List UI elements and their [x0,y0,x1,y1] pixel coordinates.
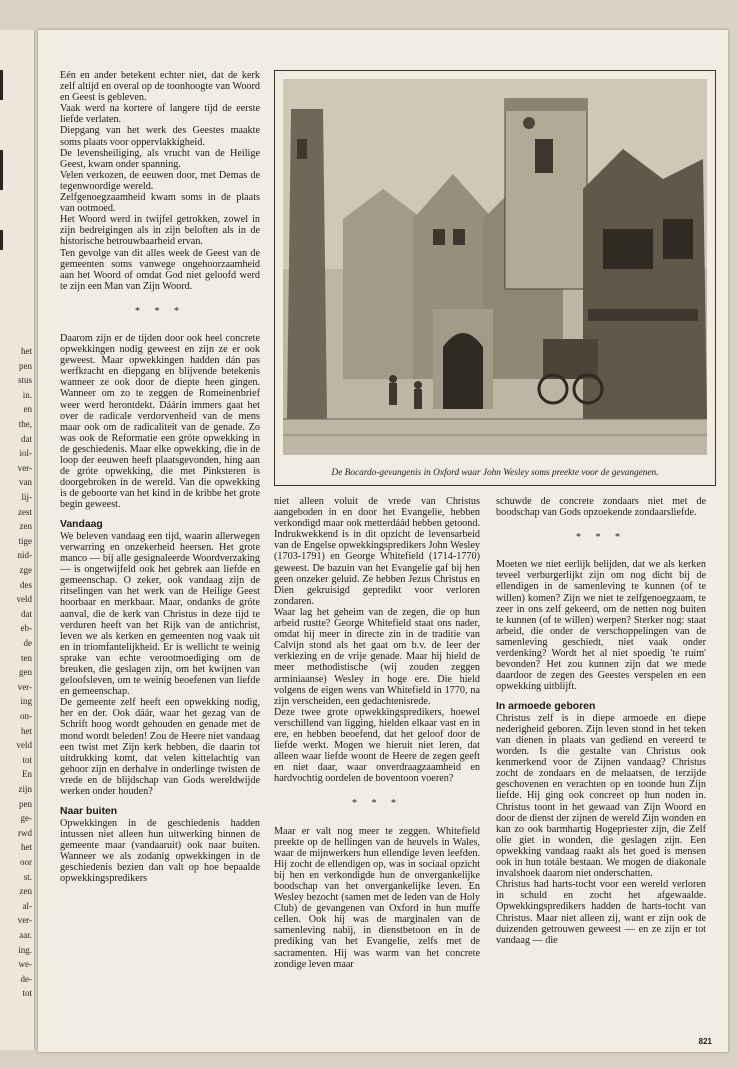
previous-page-text-fragment: dat [21,433,32,444]
paragraph: De gemeente zelf heeft een opwekking nodig, her en der. Ook dáár, waar het gezag van de Schrift hoog wordt gehouden en genade met de mond wordt beleden! Zou de Heere niet vandaag een twist met Zijn kerk hebben, die daarin tot uitdrukking komt, dat velen kittelachtig van gehoor zijn en derhalve in onderlinge twisten de vrede en de blijdschap van Gods wereldwijde werken onder houden? [60,697,260,798]
paragraph: schuwde de concrete zondaars niet met de boodschap van Gods opzoekende zondaarsliefde. [496,496,706,519]
paragraph: Ten gevolge van dit alles week de Geest van de gemeenten soms vanwege ongehoorzaamheid aan het Woord of omdat God niet geloofd werd te zijn een Man van Zijn Woord. [60,247,260,292]
previous-page-text-fragment: gen [19,667,32,678]
section-heading-vandaag: Vandaag [60,519,103,531]
previous-page-text-fragment: nid- [17,550,32,561]
previous-page-text-fragment: in. [22,389,32,400]
paragraph: Diepgang van het werk des Geestes maakte soms plaats voor oppervlakkigheid. [60,125,260,148]
previous-page-text-fragment: ver- [17,462,32,473]
previous-page-text-fragment: pen [19,798,32,809]
previous-page-rule [0,230,3,250]
bocardo-prison-engraving [283,79,707,455]
previous-page-text-fragment: ge- [20,813,32,824]
paragraph: We beleven vandaag een tijd, waarin allerwegen verwarring en onzekerheid heersen. Het grote manco — bij alle gesignaleerde Woordverzaking — is ongetwijfeld ook het gebrek aan liefde en gemeenschap. O zeker, ook vandaag zijn de ritselingen van het werk van de Heilige Geest hoorbaar en merkbaar. Maar, ondanks de gróte aanval, die de kerk van Christus in deze tijd te verduren heeft van het Rijk van de antichrist, leven we als kerken en gemeenten nog vaak uit en in triomfantelijkheid. Er is wellicht te weinig sprake van echte verootmoediging om de breuken, die geslagen zijn, om het kwijnen van geloofsleven, om te weinig beoefenen van liefde en gemeenschap. [60,530,260,698]
previous-page-text-fragment: rwd [18,827,32,838]
paragraph: Vaak werd na kortere of langere tijd de eerste liefde verlaten. [60,103,260,126]
previous-page-text-fragment: zest [18,506,32,517]
previous-page-text-fragment: eb- [20,623,32,634]
previous-page-text-fragment: tot [22,988,32,999]
previous-page-rule [0,70,3,100]
paragraph: Eén en ander betekent echter niet, dat de kerk zelf altijd en overal op de toonhoogte van Woord en Geest is gebleven. [60,70,260,104]
previous-page-text-fragment: oor [20,857,32,867]
previous-page-text-fragment: het [21,842,32,853]
previous-page-text-fragment: aar. [19,930,32,940]
previous-page-text-fragment: tot [22,754,32,765]
previous-page-text-fragment: ten [21,652,32,663]
previous-page-text-fragment: stus [17,375,32,386]
previous-page-text-fragment: we- [18,959,32,970]
section-separator: * * * [576,532,626,544]
column-middle [274,496,480,970]
previous-page-text-fragment: ver- [17,915,32,926]
previous-page-text-fragment: the, [18,419,32,429]
previous-page-text-fragment: iol- [19,448,32,459]
previous-page-rule [0,150,3,190]
page-number: 821 [698,1037,712,1046]
previous-page-edge [0,30,35,1050]
paragraph: Opwekkingen in de geschiedenis hadden intussen niet alleen hun uitwerking binnen de gemeente maar (vandaaruit) ook naar buiten. Wanneer we als zodanig opwekkingen in de geschiedenis bezien dan valt op hoe bepaalde opwekkingspredikers [60,817,260,884]
previous-page-text-fragment: ing [20,696,32,707]
previous-page-text-fragment: st. [23,871,32,882]
magazine-page [38,30,728,1052]
section-heading-in-armoede-geboren: In armoede geboren [496,701,596,713]
paragraph: Deze twee grote opwekkingspredikers, hoewel verschillend van ligging, hielden elkaar vast en in ere, en hebben beoefend, dat het geloof door de liefde werkt. Mogen we hieruit niet leren, dat alleen waar liefde woont de Heere de zegen geeft en niet daar, waar onverdraagzaamheid en hardvochtig oordelen de boventoon voeren? [274,706,480,785]
figure [274,70,716,486]
previous-page-text-fragment: het [21,725,32,736]
previous-page-text-fragment: al- [22,900,32,911]
previous-page-text-fragment: zijn [18,784,32,794]
paragraph: Daarom zijn er de tijden door ook heel concrete opwekkingen nodig geweest en zijn ze er ook geweest. Maar opwekkingen hadden dán pas werfkracht en diepgang en blijvende betekenis wanneer ze ook door de diepte heen gingen. Wanneer om zo te zeggen de Romeinenbrief weer werd herontdekt. Dáárin immers gaat het over de radicale verdorvenheid van de mens maar ook om de radicaliteit van de genade. Zo was ook de Reformatie een gróte opwekking in de geschiedenis. Maar elke opwekking, die in de loop der eeuwen heeft plaatsgevonden, hing aan de gróte opwekking, die met Pinksteren is doorgebroken in de wereld. Van die opwekking is de geboorte van het kind in de kribbe het grote begin geweest. [60,332,260,511]
paragraph: Waar lag het geheim van de zegen, die op hun arbeid rustte? George Whitefield staat ons nader, omdat hij meer in directe zin in de traditie van Calvijn stond als het gaat om b.v. de leer der verkiezing en de vrije genade. Maar hij hield de meer methodistische (wij zouden zeggen arminiaanse) Wesley in hoge ere. Die hield volgens de eigen wens van Whitefield in 1770, na zijn verscheiden, een gedachtenisrede. [274,606,480,707]
paragraph: De levensheiliging, als vrucht van de Heilige Geest, kwam onder spanning. [60,147,260,170]
previous-page-text-fragment: zen [19,886,32,897]
previous-page-text-fragment: de [23,638,32,648]
paragraph: Zelfgenoegzaamheid kwam soms in de plaats van ootmoed. [60,192,260,215]
previous-page-text-fragment: zge [19,565,32,575]
previous-page-text-fragment: dat [21,608,32,619]
previous-page-text-fragment: tige [18,535,32,546]
figure-caption: De Bocardo-gevangenis in Oxford waar John Wesley soms preekte voor de gevangenen. [331,468,659,478]
paragraph: Christus zelf is in diepe armoede en diepe nederigheid geboren. Zijn leven stond in het teken van dienen in plaats van gediend en vereerd te worden. Is die gestalte van Christus ook kenmerkend voor de Zijnen vandaag? Christus zocht de zondaars en de melaatsen, de terzijde geschovenen en verachten op en toonde hun Zijn liefde. Hij ging ook concreet op hun noden in. Christus toont in het gewaad van Zijn Woord en door de dienst der zijnen de wereld Zijn wonden en kan zo ook barmhartig Hogepriester zijn, die Zelf olie giet in wonden, die geslagen zijn. Een opwekking vandaag raakt als het goed is mensen ook in hun totále bestaan. We mogen de diakonale invalshoek daarom niet onderschatten. [496,712,706,880]
section-separator: * * * [135,305,185,317]
previous-page-text-fragment: veld [16,740,32,751]
previous-page-text-fragment: de- [20,973,32,984]
paragraph: Het Woord werd in twijfel getrokken, zowel in zijn bedreigingen als in zijn beloften als in de historische betrouwbaarheid ervan. [60,214,260,248]
paragraph: Maar er valt nog meer te zeggen. Whitefield preekte op de hellingen van de heuvels in Wales, waar de mijnwerkers hun ellendige leven leefden. Hij zocht de ellendigen op, was in sociaal opzicht bij hen en verkondigde hun de onvergankelijke boodschap van het onvergankelijke leven. En Wesley bezocht (samen met de leden van de Holy Club) de gevangenen van Oxford in hun muffe cellen. Ook hij was de marginalen van de samenleving nabij, in dienstbetoon en in de prediking van het Evangelie, zelfs met de sacramenten. Hij was warm van het concrete zondige leven maar [274,825,480,970]
previous-page-text-fragment: veld [16,594,32,605]
previous-page-text-fragment: zen [19,521,32,532]
previous-page-text-fragment: des [20,579,32,590]
paragraph: Moeten we niet eerlijk belijden, dat we als kerken teveel verburgerlijkt zijn om nog dicht bij de ellendigen in de samenleving te kunnen (of te willen) komen? Zijn we niet te zelfgenoegzaam, te zeer in ons zelf gekeerd, om de netten nog buiten te kunnen (of te willen) werpen? Sterker nog: staat arbeid, die onder de verschoppelingen van de samenleving geschiedt, niet vaak onder verdenking? Wordt het al niet spoedig 'te ruim' bevonden? Het zou kunnen zijn dat we mede daardoor de zegen des Geestes verspelen en een opwekking uitblijft. [496,559,706,693]
previous-page-text-fragment: on- [20,711,32,721]
previous-page-text-fragment: ver- [17,681,32,692]
column-right [496,496,706,946]
previous-page-text-fragment: het [21,346,32,356]
previous-page-text-fragment: pen [19,360,32,371]
previous-page-text-fragment: en [23,404,32,415]
previous-page-text-fragment: En [22,769,32,780]
previous-page-text-fragment: ing. [18,944,32,955]
column-left [60,70,260,884]
previous-page-text-fragment: lij- [21,492,32,502]
section-heading-naar-buiten: Naar buiten [60,806,118,818]
paragraph: Velen verkozen, de eeuwen door, met Demas de tegenwoordige wereld. [60,169,260,192]
paragraph: Christus had harts-tocht voor een wereld verloren in schuld en zocht het afgewaalde. Opwekkingspredikers hadden de harts-tocht van Christus. Maar niet alleen zij, want er zijn ook de duizenden getrouwen geweest — en ze zijn er tot vandaag — die [496,879,706,946]
section-separator: * * * [352,798,402,810]
paragraph: niet alleen voluit de vrede van Christus aangeboden in en door het Evangelie, hebben verkondigd maar ook metterdáád hebben getoond. Indrukwekkend is in dit opzicht de levensarbeid van de Engelse opwekkingspredikers John Wesley (1703-1791) en George Whitefield (1714-1770) geweest. De bazuin van het Evangelie gaf bij hen geen onzeker geluid. Ze hebben Jezus Christus en Dien gekruisigd gepredikt voor verloren zondaren. [274,496,480,607]
previous-page-text-fragment: van [19,477,32,488]
